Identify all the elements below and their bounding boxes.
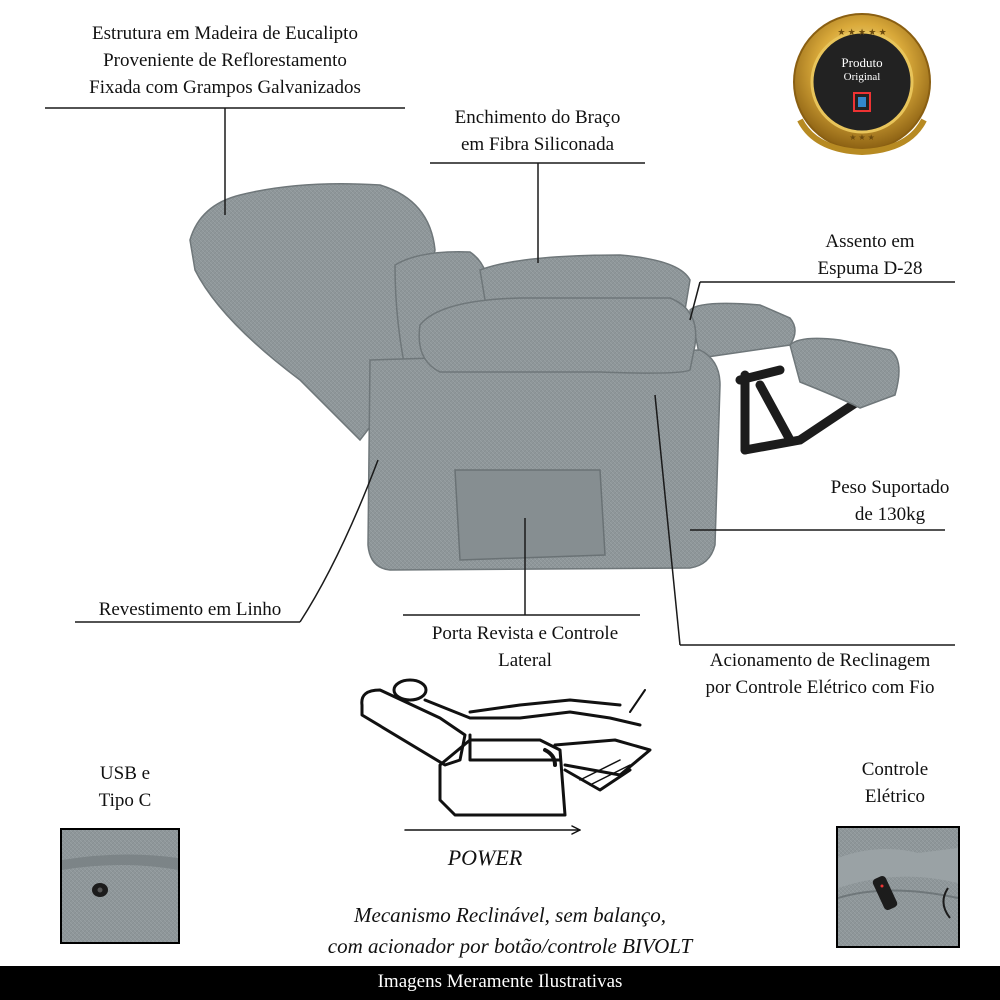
remote-control-thumbnail <box>836 826 960 948</box>
label-seat: Assento em Espuma D-28 <box>817 231 923 279</box>
footer-disclaimer: Imagens Meramente Ilustrativas <box>0 966 1000 1000</box>
chair-base <box>368 350 720 570</box>
label-recline: Acionamento de Reclinagem por Controle Elétrico com Fio <box>705 650 935 698</box>
svg-text:★ ★ ★ ★ ★: ★ ★ ★ ★ ★ <box>837 27 887 37</box>
usb-port-thumbnail <box>60 828 180 944</box>
svg-text:★ ★ ★: ★ ★ ★ <box>849 133 875 142</box>
label-pocket: Porta Revista e Controle Lateral <box>431 623 619 671</box>
power-label: POWER <box>447 845 523 870</box>
seal-text <box>820 56 904 84</box>
seal-bottom: Original <box>843 71 881 83</box>
label-weight: Peso Suportado de 130kg <box>830 477 950 525</box>
label-arm-filling: Enchimento do Braço em Fibra Siliconada <box>454 107 621 155</box>
seal-top: Produto <box>841 55 883 70</box>
label-frame: Estrutura em Madeira de Eucalipto Proveniente de Reflorestamento Fixada com Grampos Galvanizados <box>89 23 361 98</box>
footrest <box>690 303 899 408</box>
label-remote: Controle Elétrico <box>861 759 929 807</box>
mechanism-description: Mecanismo Reclinável, sem balanço, com acionador por botão/controle BIVOLT <box>327 903 693 958</box>
magazine-pocket <box>455 470 605 560</box>
label-usb: USB e Tipo C <box>98 763 152 811</box>
label-covering: Revestimento em Linho <box>98 599 282 620</box>
power-recline-diagram <box>362 680 650 834</box>
